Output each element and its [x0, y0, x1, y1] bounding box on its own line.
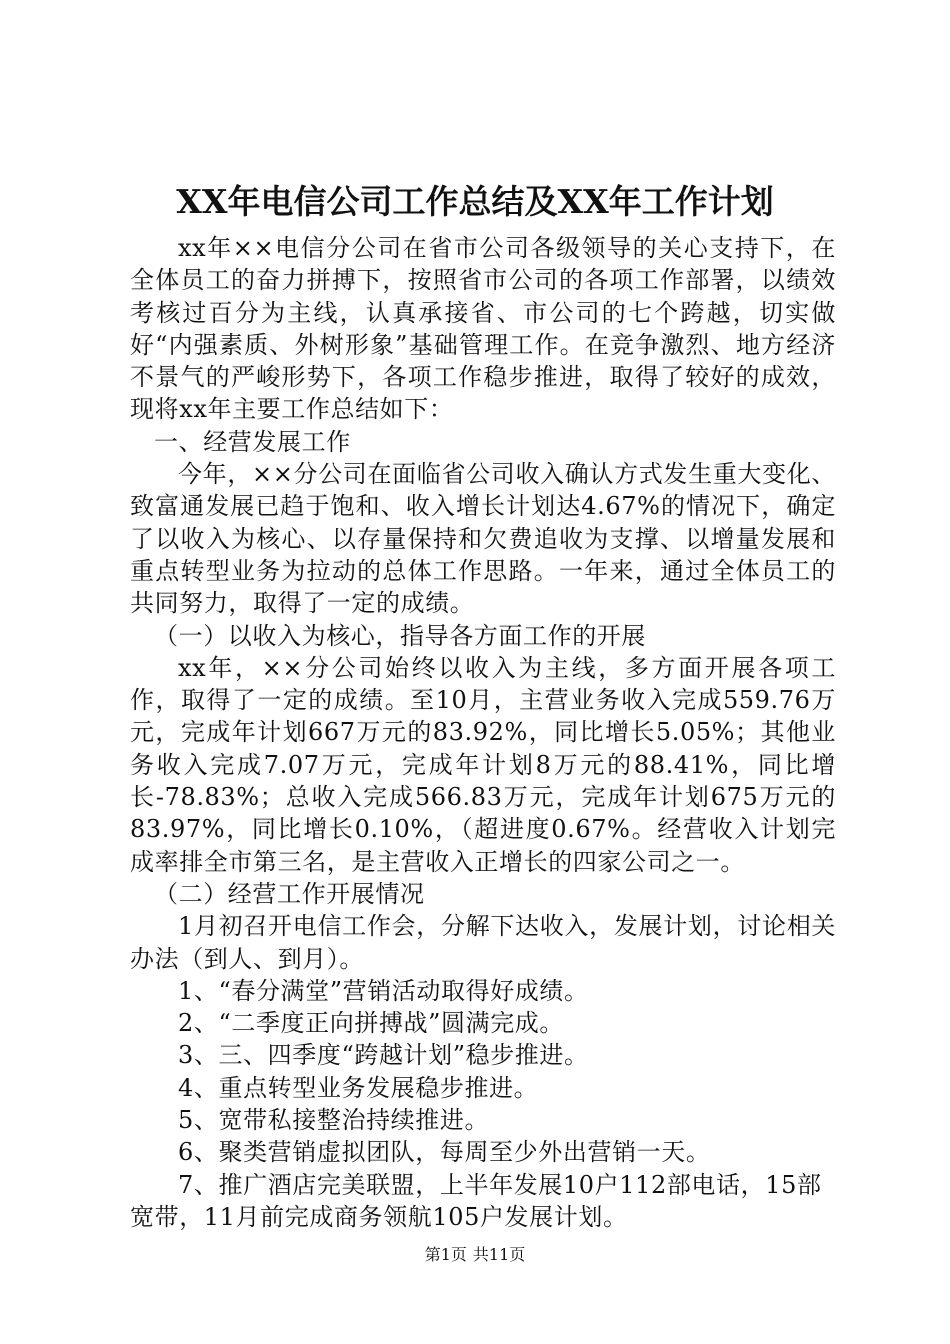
document-body [130, 232, 836, 1233]
subsection-heading-1: （一）以收入为核心，指导各方面工作的开展 [154, 621, 646, 650]
page-number-total: 共11页 [472, 1245, 526, 1264]
document-title: XX年电信公司工作总结及XX年工作计划 [176, 182, 774, 221]
list-item: 2、“二季度正向拼搏战”圆满完成。 [178, 1009, 565, 1038]
list-item: 3、三、四季度“跨越计划”稳步推进。 [178, 1041, 589, 1070]
page-footer [0, 1244, 950, 1266]
list-item: 5、宽带私接整治持续推进。 [178, 1106, 490, 1135]
subsection-heading-2: （二）经营工作开展情况 [154, 879, 425, 908]
intro-paragraph: xx年××电信分公司在省市公司各级领导的关心支持下，在全体员工的奋力拼搏下，按照省市公司的各项工作部署，以绩效考核过百分为主线，认真承接省、市公司的七个跨越，切实做好“内强素质、外树形象”基础管理工作。在竞争激烈、地方经济不景气的严峻形势下，各项工作稳步推进，取得了较好的成效，现将xx年主要工作总结如下： [130, 234, 836, 424]
subsection-1-paragraph: xx年，××分公司始终以收入为主线，多方面开展各项工作，取得了一定的成绩。至10月，主营业务收入完成559.76万元，完成年计划667万元的83.92%，同比增长5.05%；其他业务收入完成7.07万元，完成年计划8万元的88.41%，同比增长-78.83%；总收入完成566.83万元，完成年计划675万元的83.97%，同比增长0.10%，（超进度0.67%。经营收入计划完成率排全市第三名，是主营收入正增长的四家公司之一。 [130, 653, 836, 876]
list-item: 4、重点转型业务发展稳步推进。 [178, 1073, 539, 1102]
list-item: 6、聚类营销虚拟团队，每周至少外出营销一天。 [178, 1138, 711, 1167]
page-number-current: 第1页 [424, 1245, 467, 1264]
list-item: 7、推广酒店完美联盟，上半年发展10户112部电话，15部宽带，11月前完成商务领航105户发展计划。 [130, 1170, 822, 1231]
section-heading-1: 一、经营发展工作 [154, 427, 351, 456]
subsection-2-paragraph: 1月初召开电信工作会，分解下达收入，发展计划，讨论相关办法（到人、到月）。 [130, 912, 836, 973]
section-1-paragraph: 今年，××分公司在面临省公司收入确认方式发生重大变化、致富通发展已趋于饱和、收入增长计划达4.67%的情况下，确定了以收入为核心、以存量保持和欠费追收为支撑、以增量发展和重点转型业务为拉动的总体工作思路。一年来，通过全体员工的共同努力，取得了一定的成绩。 [130, 460, 836, 618]
list-item: 1、“春分满堂”营销活动取得好成绩。 [178, 976, 589, 1005]
